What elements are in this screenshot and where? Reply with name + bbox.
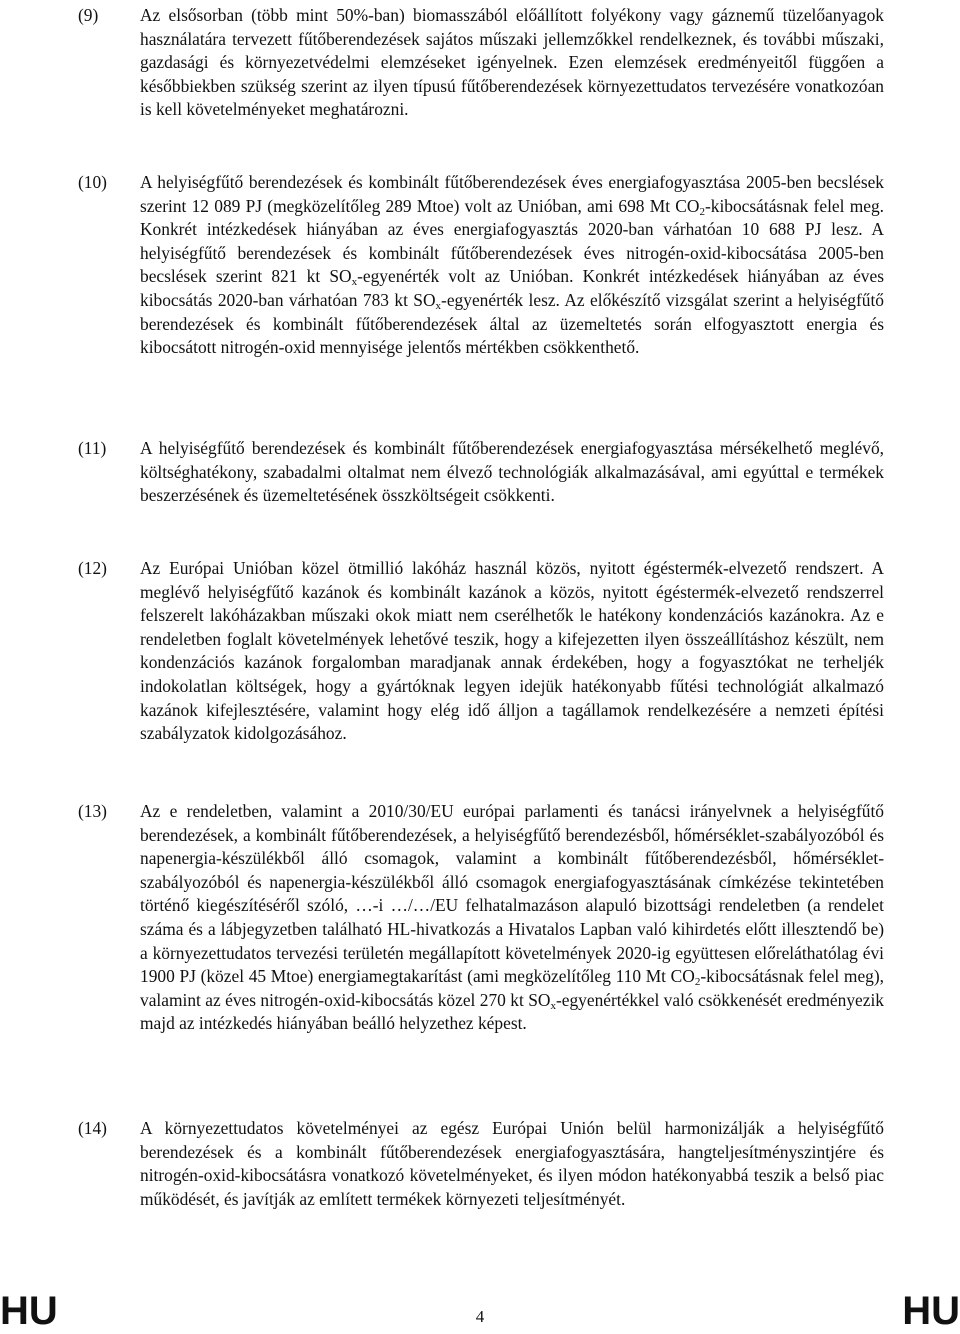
page-number: 4 [475,1307,485,1326]
recital-text: Az e rendeletben, valamint a 2010/30/EU európai parlamenti és tanácsi irányelvnek a helyiségfűtő berendezések, a kombinált fűtőberendezések, a helyiségfűtő berendezésből, hőmérséklet-szabályozóból és napenergia-készülékből álló csomagok, valamint a kombinált fűtőberendezésből, hőmérséklet-szabályozóból és napenergia-készülékből álló csomagok energiafogyasztásának címkézése tekintetében történő kiegészítéséről szóló, …-i …/…/EU felhatalmazáson alapuló bizottsági rendeletben (a rendelet száma és a lábjegyzetben található HL-hivatkozás a Hivatalos Lapban való kihirdetés előtt illesztendő be) a környezettudatos tervezési területén megállapított követelmények 2020-ig együttesen előreláthatólag évi 1900 PJ (közel 45 Mtoe) energiamegtakarítást (ami megközelítőleg 110 Mt $CO_2$-kibocsátásnak felel meg), valamint az éves nitrogén-oxid-kibocsátás közel 270 kt $SO_x$-egyenértékkel való csökkenését eredményezik majd az intézkedés hiányában beálló helyzethez képest. [140,801,884,1034]
recital-number: (14) [78,1118,107,1138]
language-code-right: HU [902,1289,960,1333]
recital-number: (10) [78,172,107,192]
recital-text: A környezettudatos követelményei az egész Európai Unión belül harmonizálják a helyiségfűtő berendezések és a kombinált fűtőberendezések energiafogyasztására, hangteljesítményszintjére és nitrogén-oxid-kibocsátásra vonatkozó követelményeket, és ilyen módon hatékonyabbá teszik a belső piac működését, és javítják az említett termékek környezeti teljesítményét. [140,1118,884,1209]
recital-number: (12) [78,558,107,578]
recital-text: A helyiségfűtő berendezések és kombinált fűtőberendezések energiafogyasztása mérsékelhető meglévő, költséghatékony, szabadalmi oltalmat nem élvező technológiák alkalmazásával, ami egyúttal e termékek beszerzésének és üzemeltetésének összköltségeit csökkenti. [140,438,884,506]
recital-number: (13) [78,801,107,821]
recital-number: (9) [78,5,99,25]
language-code-left: HU [0,1289,58,1333]
recital-number: (11) [78,438,107,458]
recital-text: A helyiségfűtő berendezések és kombinált fűtőberendezések éves energiafogyasztása 2005-ben becslések szerint 12 089 PJ (megközelítőleg 289 Mtoe) volt az Unióban, ami 698 Mt $CO_2$-kibocsátásnak felel meg. Konkrét intézkedések hiányában az éves energiafogyasztás 2020-ban várhatóan 10 688 PJ lesz. A helyiségfűtő berendezések és kombinált fűtőberendezések éves nitrogén-oxid-kibocsátása 2005-ben becslések szerint 821 kt $SO_x$-egyenérték volt az Unióban. Konkrét intézkedések hiányában az éves kibocsátás 2020-ban várhatóan 783 kt $SO_x$-egyenérték lesz. Az előkészítő vizsgálat szerint a helyiségfűtő berendezések és kombinált fűtőberendezések által az üzemeltetés során elfogyasztott energia és kibocsátott nitrogén-oxid mennyisége jelentős mértékben csökkenthető. [140,172,884,358]
recital-text: Az elsősorban (több mint 50%-ban) biomasszából előállított folyékony vagy gáznemű tüzelőanyagok használatára tervezett fűtőberendezések sajátos műszaki jellemzőkkel rendelkeznek, és további műszaki, gazdasági és környezetvédelmi elemzéseket igényelnek. Ezen elemzések eredményeitől függően a későbbiekben szükség szerint az ilyen típusú fűtőberendezések környezettudatos tervezésére vonatkozóan is kell követelményeket meghatározni. [140,5,884,120]
recital-text: Az Európai Unióban közel ötmillió lakóház használ közös, nyitott égéstermék-elvezető rendszert. A meglévő helyiségfűtő kazánok és kombinált kazánok a közös, nyitott égéstermék-elvezető rendszerrel felszerelt lakóházakban műszaki okok miatt nem cserélhetők le hatékony kondenzációs kazánokra. Az e rendeletben foglalt követelmények lehetővé teszik, hogy a kifejezetten ilyen összeállításhoz készült, nem kondenzációs kazánok forgalomban maradjanak annak érdekében, hogy a fogyasztókat ne terheljék indokolatlan költségek, hogy a gyártóknak legyen idejük hatékonyabb fűtési technológiát alkalmazó kazánok kifejlesztésére, valamint hogy elég idő álljon a tagállamok rendelkezésére a nemzeti építési szabályzatok kidolgozásához. [140,558,884,744]
